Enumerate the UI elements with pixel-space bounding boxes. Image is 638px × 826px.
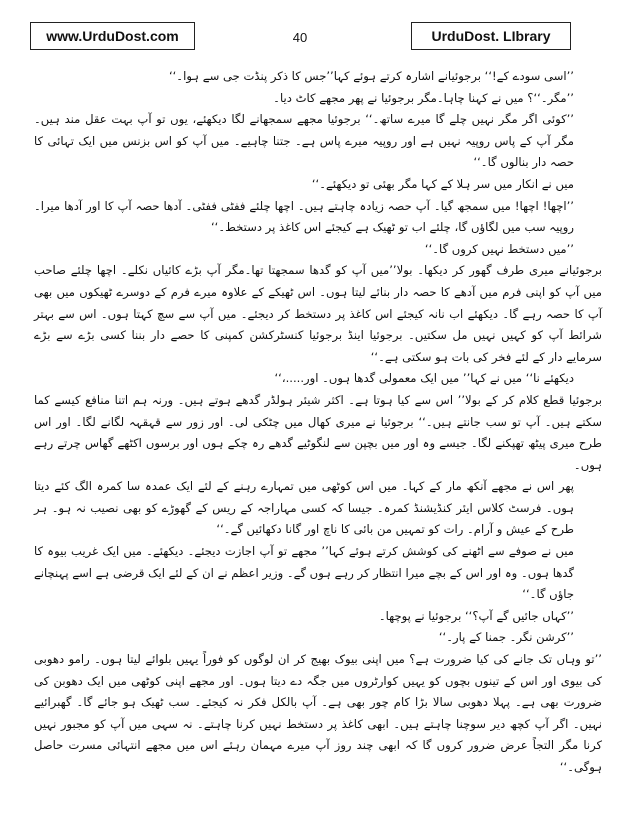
website-url-box — [30, 22, 195, 50]
paragraph: ’’تو وہاں تک جانے کی کیا ضرورت ہے؟ میں اپنی بیوک بھیج کر ان لوگوں کو فوراً یہیں بلوائے لیتا ہوں۔ رامو دھوبی کی بیوی اور اس کے تینوں بچوں کو یہیں کوارٹروں میں جگہ دے دیتا ہوں۔ اور مجھے اپنی کوٹھی میں ایک دھوبن کی ضرورت بھی ہے۔ پہلا دھوبی سالا بڑا کام چور بھی ہے۔ آپ بالکل فکر نہ کیجئے۔ سب ٹھیک ہو جائے گا۔ گھبرائیے نہیں۔ اگر آپ کچھ دیر سوچنا چاہتے ہیں۔ ابھی کاغذ پر دستخط نہیں کرنا چاہتے۔ نہ سہی میں آپ کو مجبور نہیں کرنا مگر التجاً عرض ضرور کروں گا کہ ابھی چند روز آپ میرے مہمان رہئے اس میں مجھے انتہائی مسرت حاصل ہوگی۔‘‘ — [34, 652, 602, 774]
paragraph: میں نے صوفے سے اٹھنے کی کوشش کرتے ہوئے کہا’’ مجھے تو آپ اجازت دیجئے۔ دیکھئے۔ میں ایک غریب بیوہ کا گدھا ہوں۔ وہ اور اس کے بچے میرا انتظار کر رہے ہوں گے۔ وزیر اعظم نے ان کے لئے ایک قرضی ہے اسے پہنچانے جاؤں گا۔‘‘ — [34, 544, 574, 602]
paragraph: پھر اس نے مجھے آنکھ مار کے کہا۔ میں اس کوٹھی میں تمہارے رہنے کے لئے ایک عمدہ سا کمرہ الگ کئے دیتا ہوں۔ فرسٹ کلاس ایئر کنڈیشنڈ کمرہ۔ جیسا کہ کسی مہاراجہ کے ریس کے گھوڑے کو بھی نصیب نہ ہو۔ ہر طرح کے عیش و آرام۔ رات کو تمہیں من بائی کا ناچ اور گانا دکھائیں گے۔‘‘ — [34, 479, 574, 537]
library-label: UrduDost. LIbrary — [431, 28, 551, 44]
paragraph: ’’اسی سودے کے!‘‘ برجوئیانے اشارہ کرتے ہوئے کہا’’جس کا ذکر پنڈت جی سے ہوا۔‘‘ — [168, 69, 574, 83]
paragraph: برجوئیانے میری طرف گھور کر دیکھا۔ بولا’’میں آپ کو گدھا سمجھتا تھا۔مگر آپ بڑے کائیاں نکلے۔ اچھا چلئے صاحب میں آپ کو اپنی فرم میں آدھے کا حصہ دار بنائے لیتا ہوں۔ اس ٹھیکے کے علاوہ میرے فرم کے دوسرے ٹھیکوں میں بھی آپ کا حصہ رہے گا۔ دیکھئے اب نانہ کیجئے اس کاغذ پر دستخط کر دیجئے۔ میں آپ سے سچ کہتا ہوں۔ اس سے بہتر شرائط آپ کو کہیں نہیں مل سکتیں۔ برجوئیا اینڈ برجوئیا کنسٹرکشن کمپنی کا حصے دار بننا کسی بڑے سے بڑے سرمایے دار کے لئے فخر کی بات ہو سکتی ہے۔‘‘ — [34, 263, 602, 364]
library-label-box — [411, 22, 571, 50]
paragraph: ’’کرشن نگر۔ جمنا کے پار۔‘‘ — [438, 630, 574, 645]
paragraph: میں نے انکار میں سر ہلا کے کہا مگر بھئی تو دیکھئے۔‘‘ — [311, 176, 574, 191]
paragraph: دیکھئے نا‘‘ میں نے کہا’’ میں ایک معمولی گدھا ہوں۔ اور.....،‘‘ — [274, 371, 574, 386]
paragraph: ’’اچھا! اچھا! میں سمجھ گیا۔ آپ حصہ زیادہ چاہتے ہیں۔ اچھا چلئے ففٹی ففٹی۔ آدھا حصہ آپ کا اور آدھا میرا۔ روپیہ سب میں لگاؤں گا، چلئے اب تو ٹھیک ہے کیجئے اس کاغذ پر دستخط۔‘‘ — [34, 198, 574, 235]
paragraph: ’’کوئی اگر مگر نہیں چلے گا میرے ساتھ۔‘‘ برجوئیا مجھے سمجھانے لگا دیکھئے، یوں تو آپ بہت عقل مند ہیں۔مگر آپ کے پاس روپیہ نہیں ہے اور روپیہ میرے پاس ہے۔ جتنا چاہیے۔ میں آپ کو اس بزنس میں ایک تہائی کا حصہ دار بنالوں گا۔‘‘ — [34, 112, 574, 170]
paragraph: ’’مگر۔‘‘؟ میں نے کہنا چاہا۔مگر برجوئیا نے پھر مجھے کاٹ دیا۔ — [273, 90, 574, 105]
paragraph: ’’میں دستخط نہیں کروں گا۔‘‘ — [424, 241, 574, 256]
page-number: 40 — [292, 30, 308, 45]
paragraph: ’’کہاں جائیں گے آپ؟‘‘ برجوئیا نے پوچھا۔ — [378, 608, 574, 623]
paragraph: برجوئیا قطع کلام کر کے بولا’’ اس سے کیا ہوتا ہے۔ اکثر شیئر ہولڈر گدھے ہوتے ہیں۔ ورنہ ہم اتنا منافع کیسے کما سکتے ہیں۔ آپ تو سب جانتے ہیں۔‘‘ برجوئیا نے میری کھال میں چٹکی لی۔ اور زور سے قہقہہ لگانے لگا۔ اور اس طرح میری پیٹھ تھپکنے لگا۔ جیسے وہ اور میں بچپن سے لنگوٹیے گدھے رہ چکے ہوں اور برسوں اکٹھے گھاس چرتے رہے ہوں۔ — [34, 392, 602, 472]
page-body — [34, 66, 602, 779]
website-url: www.UrduDost.com — [46, 28, 179, 44]
